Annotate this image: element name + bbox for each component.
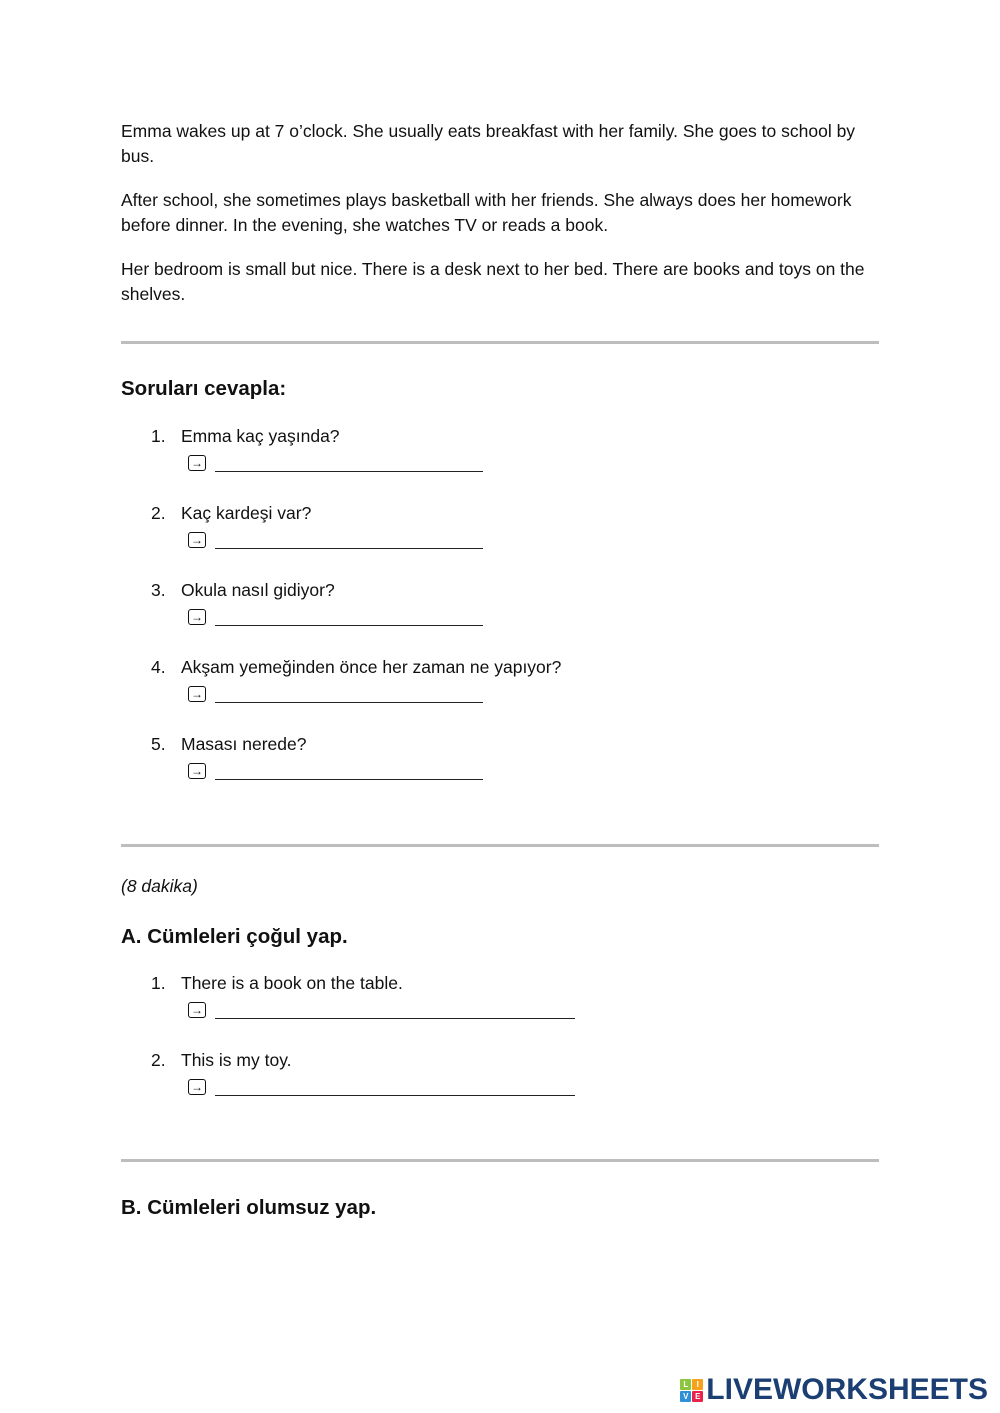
answer-input[interactable] xyxy=(215,470,483,472)
arrow-right-box-icon: → xyxy=(188,763,206,779)
question-number: 1. xyxy=(151,426,166,446)
question-item xyxy=(151,1049,292,1071)
logo-tile: L xyxy=(680,1379,691,1390)
question-text: This is my toy. xyxy=(181,1050,292,1070)
answer-row xyxy=(188,1074,575,1096)
reading-paragraph-3: Her bedroom is small but nice. There is a desk next to her bed. There are books and toys on the shelves. xyxy=(121,259,865,304)
logo-tile: V xyxy=(680,1391,691,1402)
arrow-right-box-icon: → xyxy=(188,609,206,625)
question-item xyxy=(151,579,335,601)
arrow-right-box-icon: → xyxy=(188,1002,206,1018)
answer-input[interactable] xyxy=(215,624,483,626)
reading-paragraph-1: Emma wakes up at 7 o’clock. She usually eats breakfast with her family. She goes to school by bus. xyxy=(121,121,856,166)
divider xyxy=(121,1159,879,1162)
logo-tile: I xyxy=(692,1379,703,1390)
answer-row xyxy=(188,681,483,703)
liveworksheets-logo xyxy=(680,1373,988,1407)
divider xyxy=(121,844,879,847)
question-item xyxy=(151,425,340,447)
answer-input[interactable] xyxy=(215,778,483,780)
answer-input[interactable] xyxy=(215,701,483,703)
question-text: Okula nasıl gidiyor? xyxy=(181,580,335,600)
section-heading-questions: Soruları cevapla: xyxy=(121,377,287,400)
answer-row xyxy=(188,450,483,472)
question-number: 1. xyxy=(151,973,166,993)
reading-paragraph-2: After school, she sometimes plays basketball with her friends. She always does her homework before dinner. In the evening, she watches TV or reads a book. xyxy=(121,190,852,235)
question-item xyxy=(151,733,307,755)
question-text: Kaç kardeşi var? xyxy=(181,503,312,523)
answer-row xyxy=(188,997,575,1019)
question-item xyxy=(151,502,311,524)
question-item xyxy=(151,972,403,994)
answer-row xyxy=(188,604,483,626)
logo-text: LIVEWORKSHEETS xyxy=(706,1373,988,1406)
question-number: 5. xyxy=(151,734,166,754)
question-number: 4. xyxy=(151,657,166,677)
question-number: 3. xyxy=(151,580,166,600)
answer-row xyxy=(188,527,483,549)
question-text: Akşam yemeğinden önce her zaman ne yapıyor? xyxy=(181,657,562,677)
answer-row xyxy=(188,758,483,780)
arrow-right-box-icon: → xyxy=(188,532,206,548)
question-text: Masası nerede? xyxy=(181,734,307,754)
section-heading-negative: B. Cümleleri olumsuz yap. xyxy=(121,1196,377,1219)
arrow-right-box-icon: → xyxy=(188,455,206,471)
question-text: There is a book on the table. xyxy=(181,973,403,993)
question-number: 2. xyxy=(151,1050,166,1070)
answer-input[interactable] xyxy=(215,1017,575,1019)
divider xyxy=(121,341,879,344)
answer-input[interactable] xyxy=(215,547,483,549)
arrow-right-box-icon: → xyxy=(188,686,206,702)
time-note: (8 dakika) xyxy=(121,876,198,896)
question-number: 2. xyxy=(151,503,166,523)
question-text: Emma kaç yaşında? xyxy=(181,426,340,446)
arrow-right-box-icon: → xyxy=(188,1079,206,1095)
logo-tile: E xyxy=(692,1391,703,1402)
question-item xyxy=(151,656,561,678)
answer-input[interactable] xyxy=(215,1094,575,1096)
section-heading-plural: A. Cümleleri çoğul yap. xyxy=(121,925,348,948)
logo-tiles xyxy=(680,1379,703,1402)
